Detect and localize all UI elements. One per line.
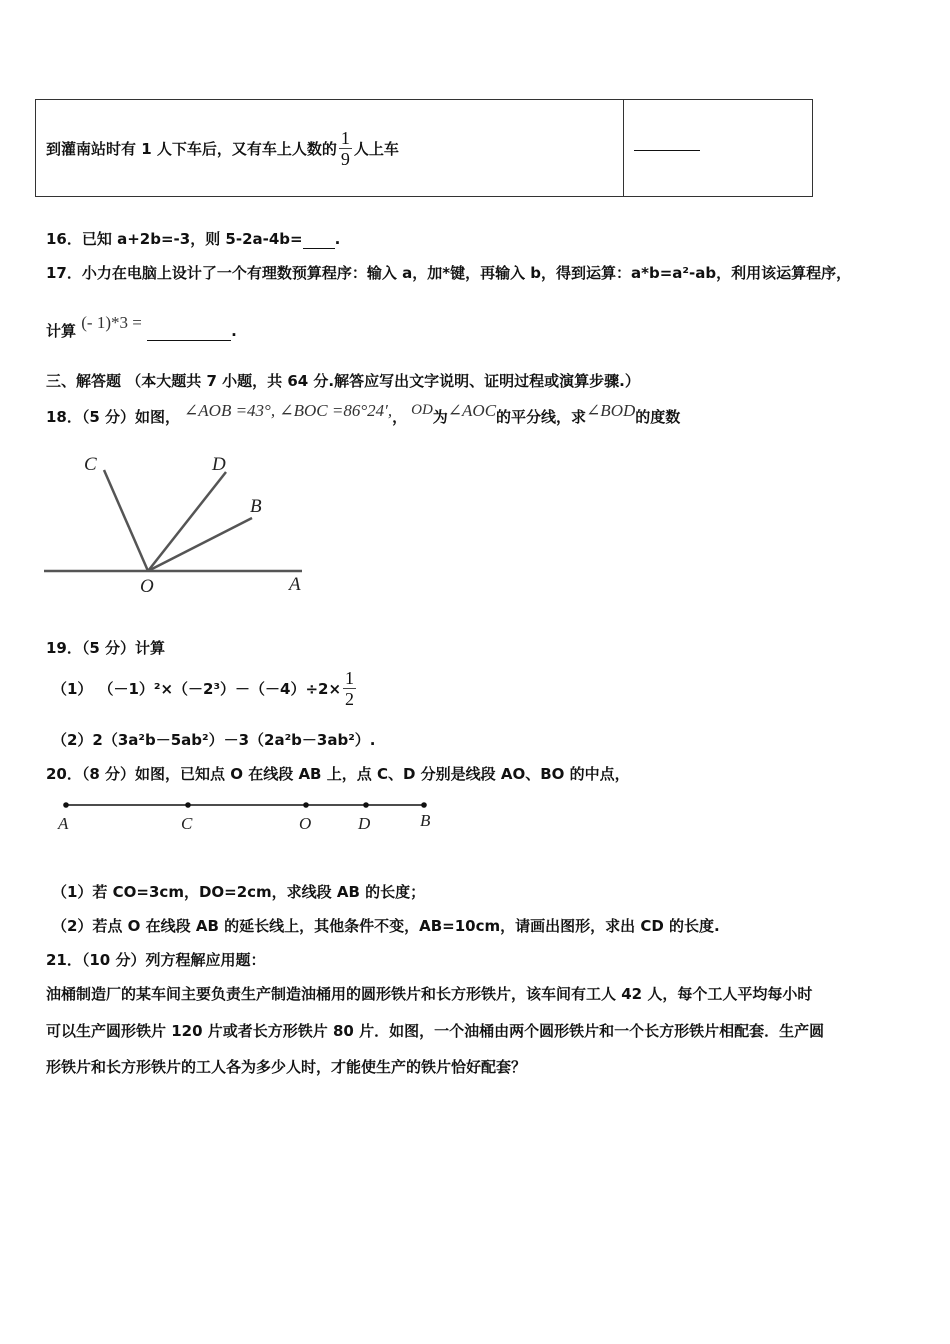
- label-O: O: [299, 814, 312, 833]
- table-text-after: 人上车: [353, 139, 399, 158]
- question-21-line3: 形铁片和长方形铁片的工人各为多少人时，才能使生产的铁片恰好配套？: [46, 1058, 527, 1076]
- question-16: 16．已知 a+2b=-3，则 5-2a-4b= .: [46, 230, 341, 248]
- answer-table: [35, 99, 813, 197]
- table-question-cell: [36, 100, 624, 197]
- q17-blank[interactable]: [147, 322, 231, 341]
- ray-OB: [148, 518, 252, 571]
- table-text-before: 到灌南站时有 1 人下车后，又有车上人数的: [46, 139, 337, 158]
- label-A: A: [289, 574, 301, 595]
- question-17-line2: 计算 (- 1)*3 = .: [46, 313, 237, 340]
- point-C: [185, 802, 191, 808]
- q17-expression: (- 1)*3 =: [81, 313, 142, 332]
- label-C: C: [181, 814, 193, 833]
- question-19-title: 19．（5 分）计算: [46, 639, 166, 657]
- question-18: 18．（5 分）如图， ∠AOB =43°, ∠BOC =86°24′, ， OD 为 ∠AOC 的平分线，求 ∠BOD 的度数: [46, 400, 681, 426]
- point-A: [63, 802, 69, 808]
- point-B: [421, 802, 427, 808]
- q18-given-angles: ∠AOB =43°, ∠BOC =86°24′,: [184, 400, 393, 420]
- point-D: [363, 802, 369, 808]
- label-D: D: [212, 454, 226, 475]
- question-20-title: 20．（8 分）如图，已知点 O 在线段 AB 上，点 C、D 分别是线段 AO、BO 的中点，: [46, 765, 630, 783]
- fraction-one-half: $\frac{1}{2}$: [345, 668, 355, 709]
- ray-OD: [148, 472, 226, 571]
- q16-blank[interactable]: [303, 230, 335, 249]
- question-20-part2: （2）若点 O 在线段 AB 的延长线上，其他条件不变，AB=10cm，请画出图形，求出 CD 的长度.: [52, 917, 720, 935]
- answer-blank[interactable]: [634, 146, 700, 151]
- label-O: O: [140, 576, 154, 597]
- point-O: [303, 802, 309, 808]
- line-segment-figure: [50, 792, 450, 838]
- question-21-title: 21．（10 分）列方程解应用题：: [46, 951, 266, 969]
- question-17-line1: 17．小力在电脑上设计了一个有理数预算程序：输入 a，加*键，再输入 b，得到运算：a*b=a²-ab，利用该运算程序，: [46, 264, 852, 282]
- label-B: B: [250, 496, 262, 517]
- question-20-part1: （1）若 CO=3cm，DO=2cm，求线段 AB 的长度；: [52, 883, 426, 901]
- label-C: C: [84, 454, 97, 475]
- question-21-line2: 可以生产圆形铁片 120 片或者长方形铁片 80 片．如图，一个油桶由两个圆形铁片和一个长方形铁片相配套．生产圆: [46, 1022, 825, 1040]
- section-3-heading: 三、解答题 （本大题共 7 小题，共 64 分.解答应写出文字说明、证明过程或演算步骤.）: [46, 372, 640, 390]
- question-19-part1: （1） （－1）²×（－2³）－（－4）÷2× $\frac{1}{2}$: [52, 668, 355, 709]
- question-21-line1: 油桶制造厂的某车间主要负责生产制造油桶用的圆形铁片和长方形铁片，该车间有工人 42 人，每个工人平均每小时: [46, 985, 813, 1003]
- label-D: D: [358, 814, 371, 833]
- table-answer-cell[interactable]: [624, 100, 813, 197]
- fraction-one-ninth: $\frac{1}{9}$: [340, 127, 350, 169]
- angle-figure: [44, 448, 304, 598]
- label-B: B: [420, 811, 431, 830]
- question-19-part2: （2）2（3a²b－5ab²）－3（2a²b－3ab²）.: [52, 731, 376, 749]
- ray-OC: [104, 470, 148, 571]
- label-A: A: [58, 814, 69, 833]
